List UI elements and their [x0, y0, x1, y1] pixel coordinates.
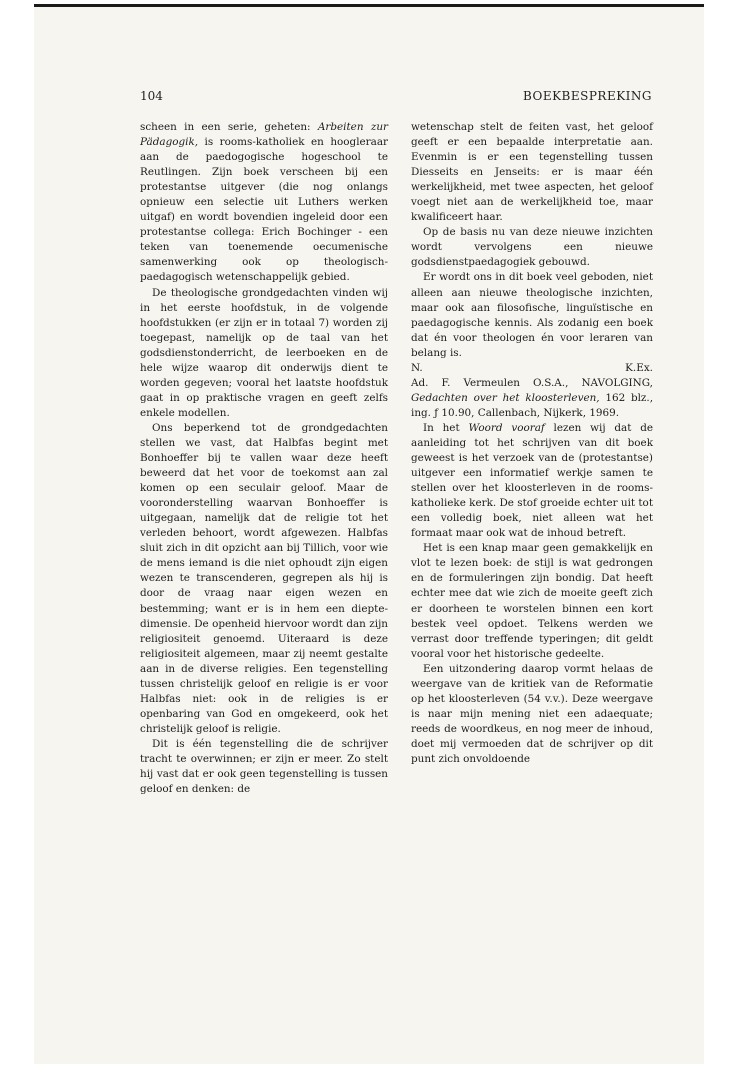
left-column: [140, 120, 388, 797]
right-column: [411, 120, 653, 767]
paragraph: Ons beperkend tot de grondgedachten stellen we vast, dat Halbfas begint met Bonhoeffer bij te vallen waar deze heeft beweerd dat het voor de toekomst aan zal komen op een seculair geloof. Maar de vooronderstelling waarvan Bonhoeffer is uitgegaan, namelijk dat de religie tot het verleden behoort, wordt afgewezen. Halbfas sluit zich in dit opzicht aan bij Tillich, voor wie de mens iemand is die niet ophoudt zijn eigen wezen te transcenderen, gegrepen als hij is door de vraag naar eigen wezen en bestemming; want er is in hem een diepte-dimensie. De openheid hiervoor wordt dan zijn religiositeit genoemd. Uiteraard is deze religiositeit algemeen, maar zij neemt gestalte aan in de diverse religies. Een tegenstelling tussen christelijk geloof en religie is er voor Halbfas niet: ook in de religies is er openbaring van God en omgekeerd, ook het christelijk geloof is religie.: [140, 421, 388, 735]
paragraph: Dit is één tegenstelling die de schrijver tracht te overwinnen; er zijn er meer. Zo stelt hij vast dat er ook geen tegenstelling is tussen geloof en denken: de: [140, 737, 388, 796]
book-title: Gedachten over het kloosterleven,: [411, 391, 600, 404]
paragraph: De theologische grondgedachten vinden wij in het eerste hoofdstuk, in de volgende hoofdstukken (er zijn er in totaal 7) worden zij toegepast, namelijk op de taal van het godsdienstonderricht, de leerboeken en de hele wijze waarop dit onderwijs dient te worden gegeven; vooral het laatste hoofdstuk gaat in op praktische vragen en geeft zelfs enkele modellen.: [140, 286, 388, 419]
paragraph: Op de basis nu van deze nieuwe inzichten wordt vervolgens een nieuwe godsdienstpaedagogiek gebouwd.: [411, 226, 653, 269]
reviewer-initials: K.Ex.: [625, 361, 653, 374]
paragraph: scheen in een serie, geheten: Arbeiten zur Pädagogik, is rooms-katholiek en hoogleraar aan de paedogogische hogeschool te Reutlingen. Zijn boek verscheen bij een protestantse uitgever (die nog onlangs opnieuw een selectie uit Luthers werken uitgaf) en wordt bovendien ingeleid door een protestantse collega: Erich Bochinger - een teken van toenemende oecumenische samenwerking ook op theologisch-paedagogisch wetenschappelijk gebied.: [140, 121, 388, 284]
signature-initial: N.: [411, 361, 423, 374]
section-title: BOEKBESPREKING: [522, 89, 652, 103]
paragraph: Er wordt ons in dit boek veel geboden, niet alleen aan nieuwe theologische inzichten, maar ook aan filosofische, linguïstische en paedagogische kennis. Als zodanig een boek dat én voor theologen én voor leraren van belang is.: [411, 271, 653, 359]
paragraph: In het Woord vooraf lezen wij dat de aanleiding tot het schrijven van dit boek geweest is het verzoek van de (protestantse) uitgever een informatief werkje samen te stellen over het kloosterleven in de rooms-katholieke kerk. De stof groeide echter uit tot een volledig boek, niet alleen wat het formaat maar ook wat de inhoud betreft.: [411, 421, 654, 540]
paragraph: Het is een knap maar geen gemakkelijk en vlot te lezen boek: de stijl is wat gedrongen en de formuleringen zijn bondig. Dat heeft echter mee dat wie zich de moeite geeft zich er doorheen te worstelen binnen een kort bestek veel opdoet. Telkens werden we verrast door treffende typeringen; dit geldt vooral voor het historische gedeelte.: [411, 542, 653, 660]
review-signature: [411, 361, 653, 376]
series-title: Arbeiten zur Pädagogik,: [140, 121, 388, 149]
page-number: 104: [140, 89, 163, 103]
book-citation: Ad. F. Vermeulen O.S.A., NAVOLGING, Gedachten over het kloosterleven, 162 blz., ing. ƒ 10.90, Callenbach, Nijkerk, 1969.: [411, 376, 653, 419]
paragraph: Een uitzondering daarop vormt helaas de weergave van de kritiek van de Reformatie op het kloosterleven (54 v.v.). Deze weergave is naar mijn mening niet een adaequate; reeds de woordkeus, en nog meer de inhoud, doet mij vermoeden dat de schrijver op dit punt zich onvoldoende: [411, 662, 653, 765]
paragraph: wetenschap stelt de feiten vast, het geloof geeft er een bepaalde interpretatie aan. Evenmin is er een tegenstelling tussen Diesseits en Jenseits: er is maar één werkelijkheid, met twee aspecten, het geloof voegt niet aan de werkelijkheid toe, maar kwalificeert haar.: [411, 121, 653, 224]
